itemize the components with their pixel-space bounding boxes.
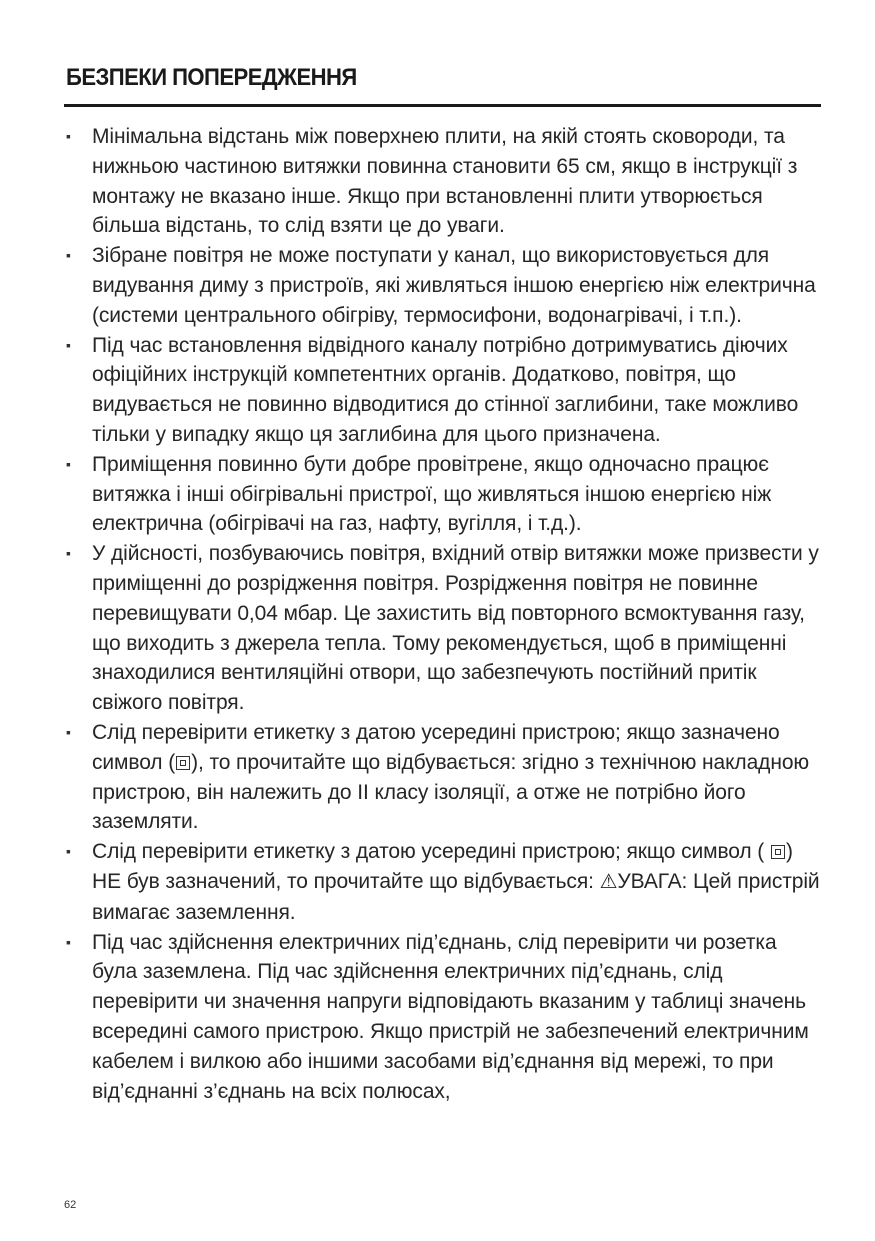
list-item-text: Під час здійснення електричних під’єднань, слід перевірити чи розетка була заземлена. Під час здійснення електричних під’єднань, слід перевірити чи значення напруги відповідають вказаним у таблиці значень всередині самого пристрою. Якщо пристрій не забезпечений електричним кабелем і вилкою або іншими засобами від’єднання від мережі, то при від’єднанні з’єднань на всіх полюсах, bbox=[92, 930, 809, 1103]
list-item-text-a: Слід перевірити етикетку з датою усередині пристрою; якщо зазначено символ ( bbox=[92, 720, 780, 774]
square-bullet-icon: ▪ bbox=[66, 723, 71, 740]
list-item bbox=[64, 837, 824, 927]
list-item bbox=[64, 718, 824, 837]
list-item-text-a: Слід перевірити етикетку з датою усередині пристрою; якщо символ ( bbox=[92, 840, 765, 864]
list-item-text-b: ), то прочитайте що відбувається: згідно з технічною накладною пристрою, він належить до II класу ізоляції, а отже не потрібно його заземляти. bbox=[92, 750, 810, 834]
square-bullet-icon: ▪ bbox=[66, 843, 71, 860]
list-item-text-c: УВАГА: Цей пристрій вимагає заземлення. bbox=[92, 869, 820, 924]
square-bullet-icon: ▪ bbox=[66, 247, 71, 264]
list-item bbox=[64, 241, 824, 330]
square-bullet-icon: ▪ bbox=[66, 545, 71, 562]
list-item bbox=[64, 331, 824, 450]
class-ii-insulation-icon bbox=[771, 845, 785, 859]
class-ii-insulation-icon bbox=[176, 756, 190, 770]
square-bullet-icon: ▪ bbox=[66, 128, 71, 144]
page-number: 62 bbox=[64, 1199, 77, 1211]
list-item bbox=[64, 122, 824, 241]
warning-triangle-icon: ⚠ bbox=[599, 870, 618, 893]
list-item-text: Приміщення повинно бути добре провітрене, якщо одночасно працює витяжка і інші обігрівальні пристрої, що живляться іншою енергією ніж електрична (обігрівачі на газ, нафту, вугілля, і т.д.). bbox=[92, 452, 772, 536]
square-bullet-icon: ▪ bbox=[66, 455, 71, 472]
square-bullet-icon: ▪ bbox=[66, 336, 71, 353]
square-bullet-icon: ▪ bbox=[66, 933, 71, 950]
list-item-text: Мінімальна відстань між поверхнею плити, на якій стоять сковороди, та нижньою частиною витяжки повинна становити 65 см, якщо в інструкції з монтажу не вказано інше. Якщо при встановленні плити утворюється більша відстань, то слід взяти це до уваги. bbox=[92, 125, 798, 238]
list-item bbox=[64, 928, 824, 1107]
list-item bbox=[64, 539, 824, 718]
list-item bbox=[64, 450, 824, 539]
page-title: БЕЗПЕКИ ПОПЕРЕДЖЕННЯ bbox=[66, 64, 357, 91]
title-underline bbox=[64, 104, 821, 107]
list-item-text-b: ) НЕ був зазначений, то прочитайте що відбувається: bbox=[92, 840, 793, 893]
list-item-text: Зібране повітря не може поступати у канал, що використовується для видування диму з пристроїв, які живляться іншою енергією ніж електрична (системи центрального обігріву, термосифони, водонагрівачі, і т.п.). bbox=[92, 244, 816, 327]
list-item-text: Під час встановлення відвідного каналу потрібно дотримуватись діючих офіційних інструкцій компетентних органів. Додатково, повітря, що видувається не повинно відводитися до стінної заглибини, таке можливо тільки у випадку якщо ця заглибина для цього призначена. bbox=[92, 333, 799, 446]
warnings-list bbox=[64, 122, 824, 1106]
list-item-text: У дійсності, позбуваючись повітря, вхідний отвір витяжки може призвести у приміщенні до розрідження повітря. Розрідження повітря не повинне перевищувати 0,04 мбар. Це захистить від повторного всмоктування газу, що виходить з джерела тепла. Тому рекомендується, щоб в приміщенні знаходилися вентиляційні отвори, що забезпечують постійний притік свіжого повітря. bbox=[92, 542, 819, 715]
